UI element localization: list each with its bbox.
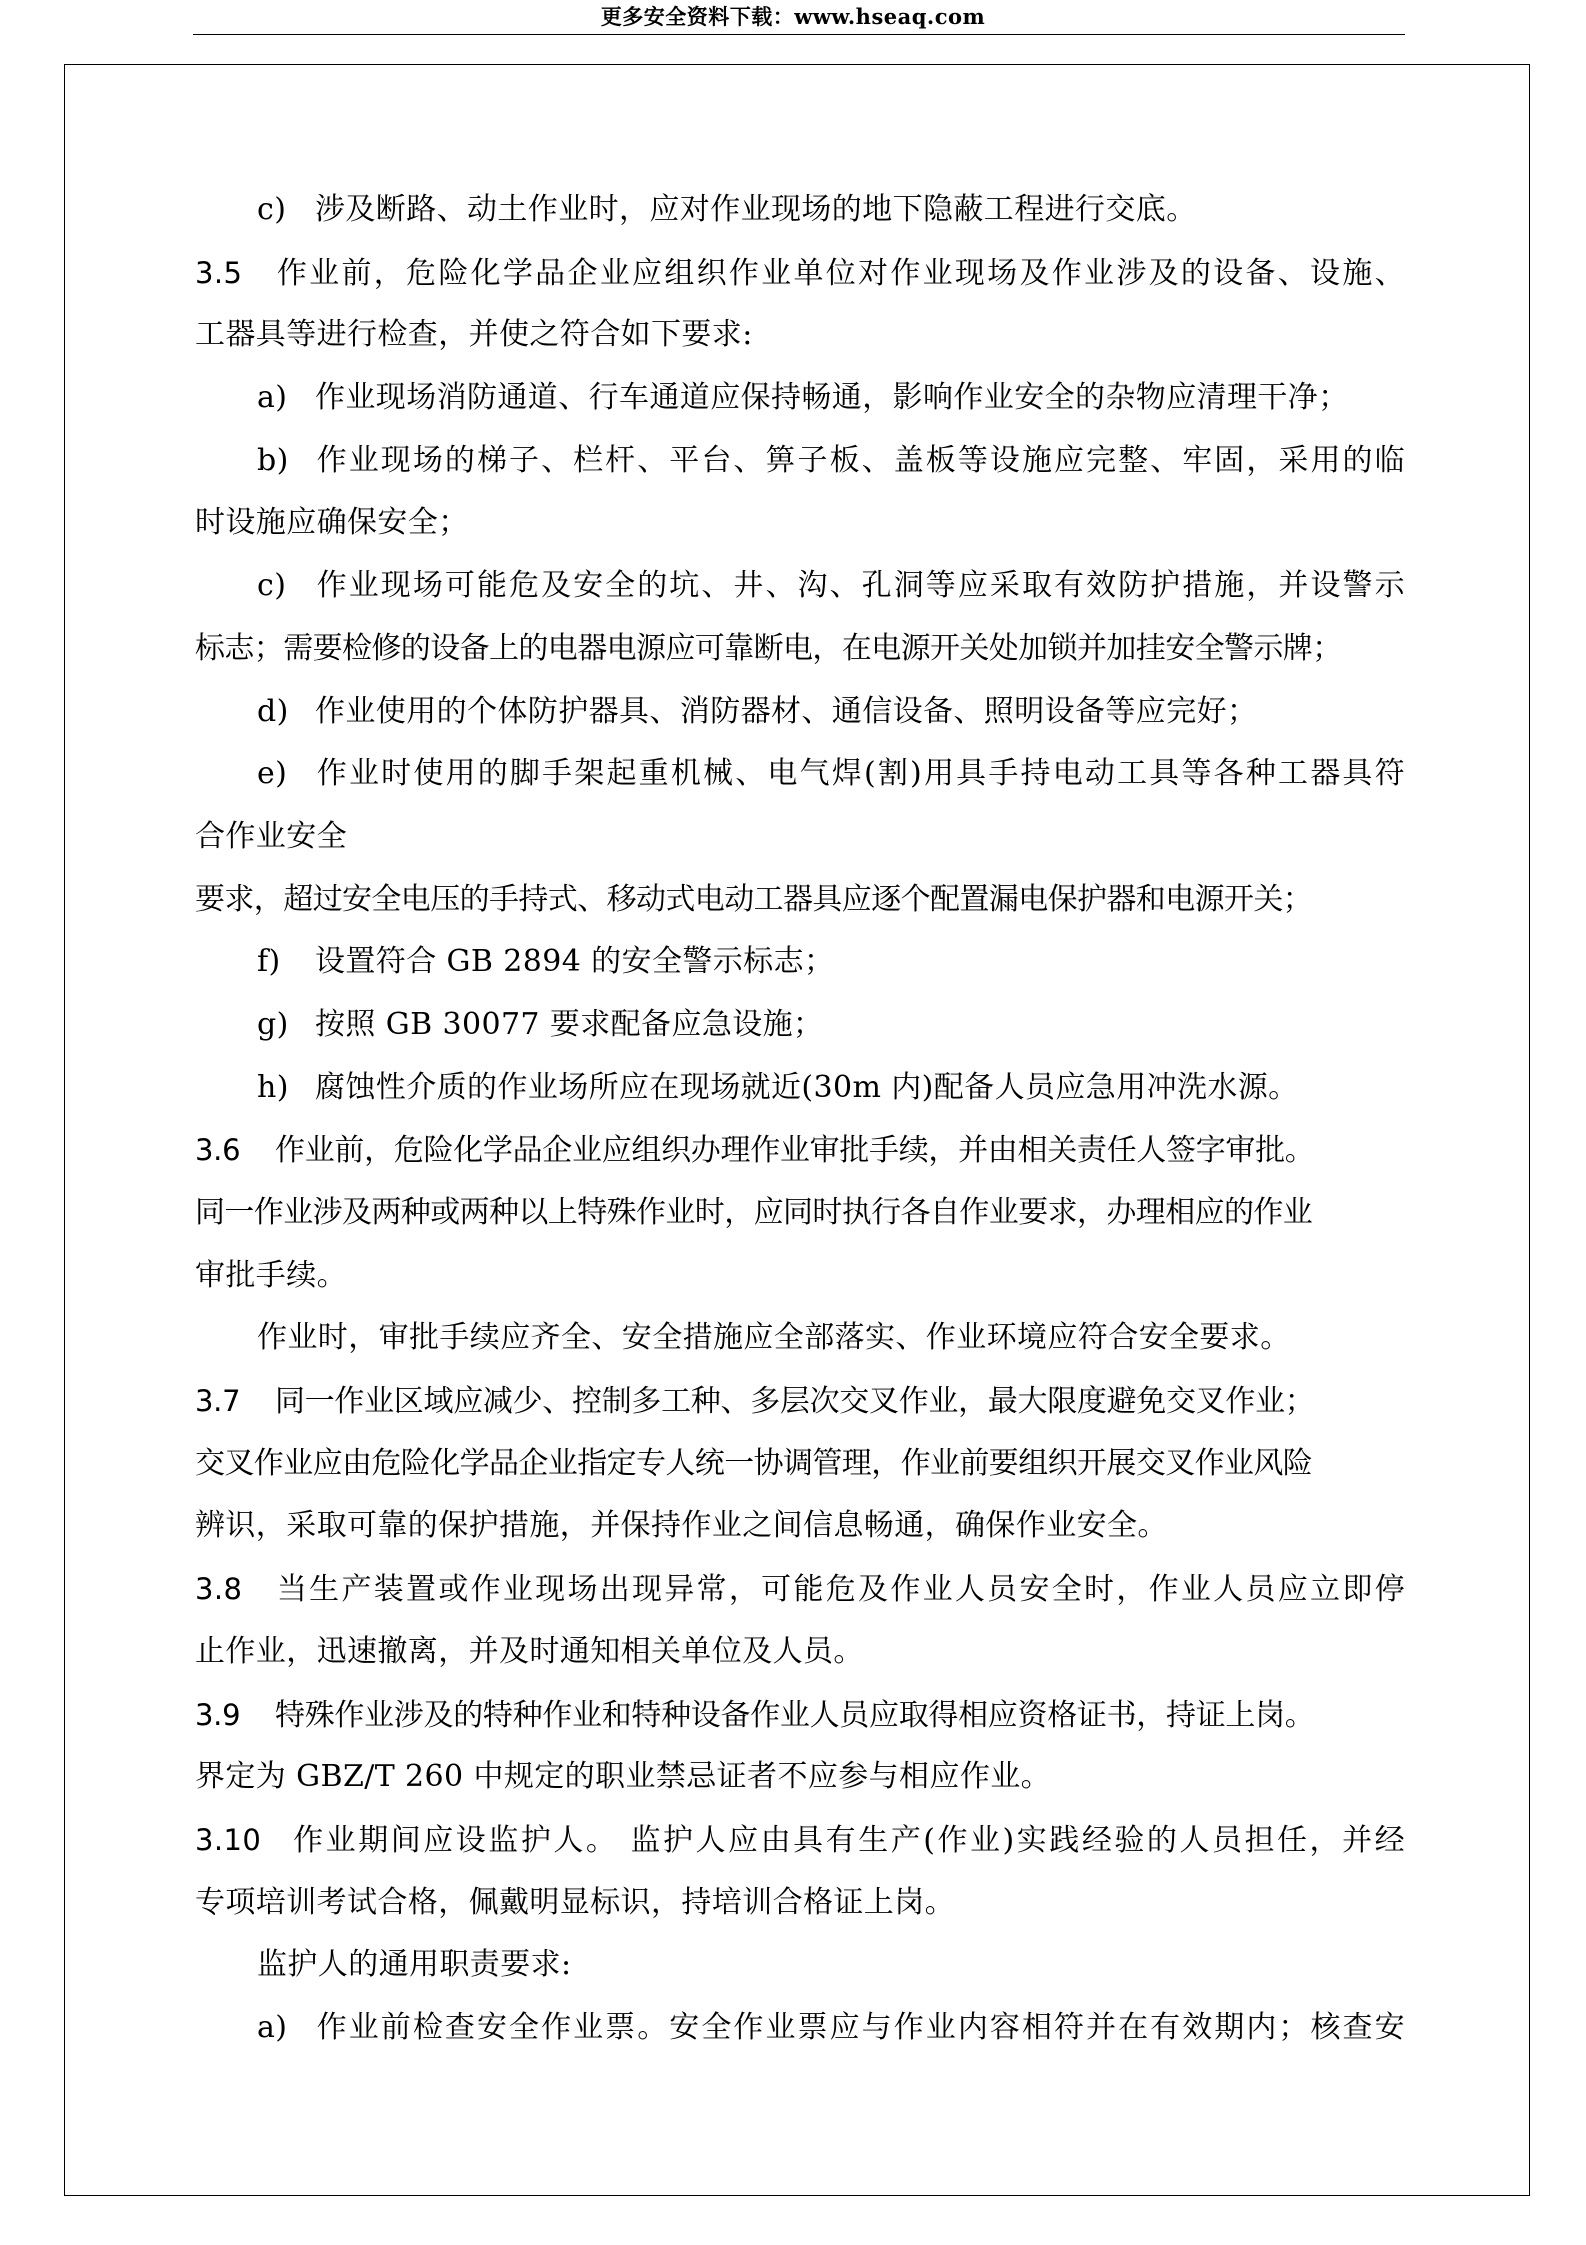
list-item bbox=[195, 994, 1405, 1057]
item-marker: d) bbox=[257, 693, 289, 729]
list-item bbox=[195, 1997, 1405, 2060]
clause-text: 作业期间应设监护人。 监护人应由具有生产(作业)实践经验的人员担任，并经 bbox=[291, 1822, 1405, 1858]
list-item bbox=[195, 1057, 1405, 1120]
line-text: 辨识，采取可靠的保护措施，并保持作业之间信息畅通，确保作业安全。 bbox=[195, 1508, 1168, 1544]
list-item bbox=[195, 743, 1405, 806]
item-text: 作业前检查安全作业票。安全作业票应与作业内容相符并在有效期内；核查安 bbox=[315, 2009, 1405, 2045]
clause-number: 3.9 bbox=[195, 1697, 241, 1732]
clause-text: 当生产装置或作业现场出现异常，可能危及作业人员安全时，作业人员应立即停 bbox=[275, 1572, 1405, 1608]
line-text: 工器具等进行检查，并使之符合如下要求: bbox=[195, 317, 753, 353]
item-marker: c) bbox=[257, 192, 287, 227]
line-text: 止作业，迅速撤离，并及时通知相关单位及人员。 bbox=[195, 1633, 864, 1669]
continuation-line bbox=[195, 492, 1405, 555]
item-text: 作业现场可能危及安全的坑、井、沟、孔洞等应采取有效防护措施，并设警示 bbox=[315, 568, 1405, 604]
clause-number: 3.8 bbox=[195, 1572, 243, 1607]
line-text: 时设施应确保安全； bbox=[195, 505, 469, 541]
clause-number: 3.5 bbox=[195, 255, 243, 290]
page-header-text: 更多安全资料下载：www.hseaq.com bbox=[600, 4, 986, 29]
item-text: 作业时使用的脚手架起重机械、电气焊(割)用具手持电动工具等各种工器具符 bbox=[315, 756, 1405, 792]
clause-line bbox=[195, 1809, 1405, 1872]
continuation-line bbox=[195, 618, 1405, 681]
line-text: 合作业安全 bbox=[195, 818, 347, 854]
line-text: 交叉作业应由危险化学品企业指定专人统一协调管理，作业前要组织开展交叉作业风险 bbox=[195, 1445, 1313, 1481]
item-text: 腐蚀性介质的作业场所应在现场就近(30m 内)配备人员应急用冲洗水源。 bbox=[315, 1069, 1299, 1105]
list-item bbox=[195, 430, 1405, 493]
continuation-line bbox=[195, 806, 1405, 869]
item-text: 按照 GB 30077 要求配备应急设施； bbox=[315, 1006, 824, 1042]
clause-line bbox=[195, 1684, 1405, 1747]
line-text: 界定为 GBZ/T 260 中规定的职业禁忌证者不应参与相应作业。 bbox=[195, 1759, 1052, 1795]
line-text: 同一作业涉及两种或两种以上特殊作业时，应同时执行各自作业要求，办理相应的作业 bbox=[195, 1195, 1313, 1230]
item-marker: g) bbox=[257, 1006, 289, 1042]
continuation-line bbox=[195, 1746, 1405, 1809]
list-item bbox=[195, 931, 1405, 994]
header-rule bbox=[193, 34, 1405, 35]
item-text: 作业现场的梯子、栏杆、平台、箅子板、盖板等设施应完整、牢固，采用的临 bbox=[315, 442, 1405, 478]
list-item bbox=[195, 179, 1405, 242]
clause-line bbox=[195, 1558, 1405, 1621]
line-text: 要求，超过安全电压的手持式、移动式电动工器具应逐个配置漏电保护器和电源开关； bbox=[195, 881, 1313, 917]
item-text: 作业现场消防通道、行车通道应保持畅通，影响作业安全的杂物应清理干净； bbox=[315, 380, 1349, 416]
list-item bbox=[195, 555, 1405, 618]
list-item bbox=[195, 681, 1405, 744]
clause-text: 作业前，危险化学品企业应组织作业单位对作业现场及作业涉及的设备、设施、 bbox=[275, 255, 1405, 291]
continuation-line bbox=[195, 1433, 1405, 1496]
continuation-line bbox=[195, 1495, 1405, 1558]
continuation-line bbox=[195, 869, 1405, 932]
continuation-line bbox=[195, 1621, 1405, 1684]
item-marker: b) bbox=[257, 442, 289, 478]
item-marker: e) bbox=[257, 756, 288, 792]
line-text: 监护人的通用职责要求: bbox=[257, 1947, 572, 1983]
line-text: 审批手续。 bbox=[195, 1257, 347, 1293]
clause-line bbox=[195, 1119, 1405, 1182]
item-marker: a) bbox=[257, 380, 288, 416]
paragraph-line bbox=[195, 1307, 1405, 1370]
list-item bbox=[195, 367, 1405, 430]
item-text: 设置符合 GB 2894 的安全警示标志； bbox=[315, 944, 835, 980]
clause-number: 3.10 bbox=[195, 1822, 262, 1857]
paragraph-line bbox=[195, 1934, 1405, 1997]
item-text: 涉及断路、动土作业时，应对作业现场的地下隐蔽工程进行交底。 bbox=[315, 192, 1197, 227]
continuation-line bbox=[195, 1245, 1405, 1308]
clause-text: 同一作业区域应减少、控制多工种、多层次交叉作业，最大限度避免交叉作业； bbox=[275, 1384, 1315, 1420]
clause-line bbox=[195, 242, 1405, 305]
continuation-line bbox=[195, 1182, 1405, 1245]
line-text: 作业时，审批手续应齐全、安全措施应全部落实、作业环境应符合安全要求。 bbox=[257, 1320, 1291, 1356]
line-text: 专项培训考试合格，佩戴明显标识，持培训合格证上岗。 bbox=[195, 1884, 955, 1920]
item-marker: c) bbox=[257, 568, 287, 604]
line-text: 标志；需要检修的设备上的电器电源应可靠断电，在电源开关处加锁并加挂安全警示牌； bbox=[195, 630, 1342, 666]
continuation-line bbox=[195, 304, 1405, 367]
clause-line bbox=[195, 1370, 1405, 1433]
document-body bbox=[195, 179, 1405, 2060]
item-marker: a) bbox=[257, 2009, 288, 2045]
continuation-line bbox=[195, 1872, 1405, 1935]
item-marker: h) bbox=[257, 1069, 289, 1105]
item-text: 作业使用的个体防护器具、消防器材、通信设备、照明设备等应完好； bbox=[315, 693, 1258, 729]
clause-text: 特殊作业涉及的特种作业和特种设备作业人员应取得相应资格证书，持证上岗。 bbox=[275, 1697, 1315, 1733]
item-marker: f) bbox=[257, 944, 281, 980]
clause-number: 3.7 bbox=[195, 1384, 241, 1419]
clause-text: 作业前，危险化学品企业应组织办理作业审批手续，并由相关责任人签字审批。 bbox=[275, 1133, 1315, 1169]
clause-number: 3.6 bbox=[195, 1133, 241, 1168]
